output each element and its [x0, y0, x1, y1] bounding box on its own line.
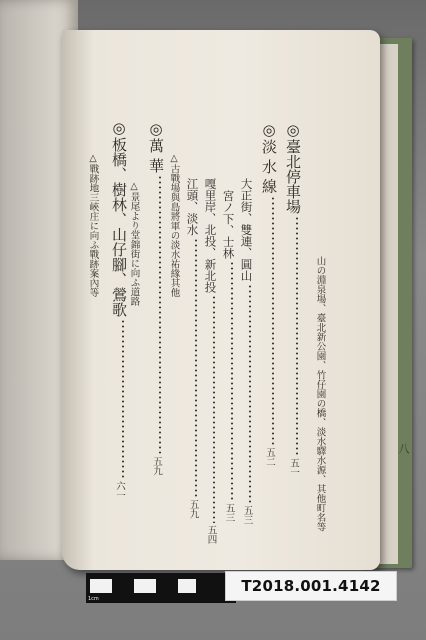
- toc-marker: ◎: [147, 120, 165, 138]
- toc-note-text: 山の淵泉場、臺北新公園、竹仔園の橋、淡水驛水源、其他町名等: [314, 256, 326, 532]
- toc-marker: △: [168, 153, 180, 164]
- toc-marker: △: [128, 181, 140, 192]
- toc-title: 嘎里岸、北投、新北投: [203, 178, 218, 293]
- toc-entry-sub-7: [88, 153, 98, 297]
- catalog-number: T2018.001.4142: [241, 577, 381, 595]
- toc-entry-banqiao: [111, 119, 128, 500]
- book-page: [62, 30, 410, 570]
- page-number: 八: [397, 443, 410, 454]
- toc-page-number: 五三: [223, 503, 235, 522]
- toc-title: 板橋、樹林、山仔腳、鶯歌: [110, 137, 128, 317]
- toc-marker: △: [87, 153, 99, 164]
- leader-dots: [272, 196, 274, 446]
- ruler-segment: [134, 579, 156, 593]
- leader-dots: [231, 261, 233, 501]
- toc-entry-sub-2: [222, 190, 237, 522]
- leader-dots: [213, 295, 215, 523]
- toc-entry-sub-1: [240, 178, 255, 525]
- toc-page-number: 五四: [205, 525, 217, 544]
- leader-dots: [249, 284, 251, 504]
- toc-page-number: 五九: [151, 456, 162, 476]
- leader-dots: [122, 319, 124, 479]
- toc-title: 景尾より堂錦街に向ふ道路: [128, 192, 140, 306]
- toc-note-taipei: [315, 256, 325, 532]
- ruler-segment: [90, 579, 112, 593]
- toc-title: 大正街、雙連、圓山: [239, 178, 254, 282]
- toc-page-number: 五九: [187, 499, 199, 519]
- toc-entry-taipei-station: [285, 121, 302, 477]
- catalog-label: [225, 571, 397, 601]
- toc-entry-sub-3: [204, 178, 219, 544]
- toc-marker: ◎: [260, 121, 278, 139]
- leader-dots: [296, 216, 298, 456]
- toc-entry-sub-5: [169, 153, 179, 297]
- ruler-cm-label: 1cm: [88, 596, 99, 602]
- toc-marker: ◎: [284, 121, 302, 139]
- leader-dots: [159, 175, 161, 455]
- toc-page-number: 五一: [288, 458, 299, 477]
- toc-entry-sub-4: [186, 178, 201, 519]
- toc-page-number: 五二: [264, 447, 275, 467]
- toc-page-number: 五三: [241, 505, 253, 525]
- toc-page-number: 六一: [114, 481, 125, 500]
- toc-entry-bangka: [148, 120, 165, 476]
- toc-title: 淡 水 線: [260, 139, 278, 194]
- toc-marker: ◎: [110, 119, 128, 137]
- leader-dots: [195, 238, 197, 498]
- toc-title: 古戰場與島將軍の淡水祐緣其他: [168, 164, 180, 297]
- toc-title: 萬 華: [147, 138, 165, 173]
- toc-title: 戰跡地三峽庄に向ふ戰跡案內等: [87, 164, 99, 297]
- toc-entry-sub-6: [129, 181, 139, 306]
- toc-title: 江頭、淡水: [185, 178, 200, 236]
- toc-entry-tamsui-line: [261, 121, 278, 467]
- toc-title: 宮ノ下、士林: [221, 190, 236, 259]
- toc-title: 臺北停車場: [284, 139, 302, 214]
